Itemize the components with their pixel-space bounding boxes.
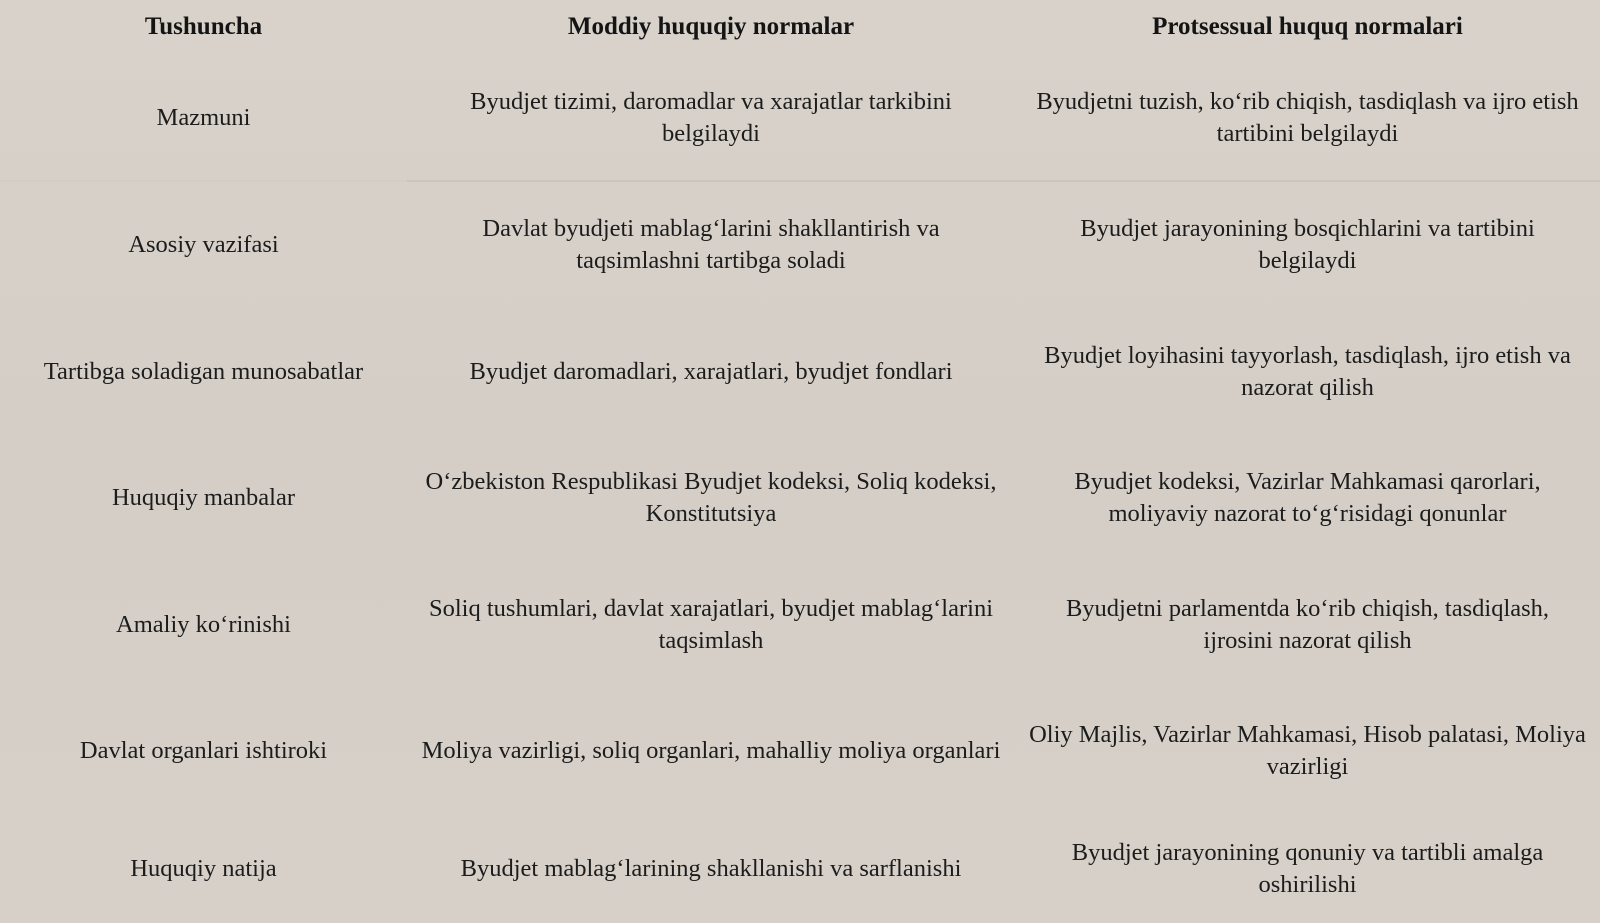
row-material-cell: Moliya vazirligi, soliq organlari, mahalliy moliya organlari — [421, 737, 1001, 765]
header-material-norms: Moddiy huquqiy normalar — [567, 13, 855, 40]
row-material-cell: Byudjet daromadlari, xarajatlari, byudjet fondlari — [469, 357, 953, 385]
row-concept-cell: Huquqiy manbalar — [111, 484, 296, 512]
row-material-cell: Davlat byudjeti mablagʻlarini shakllantirish va taqsimlashni tartibga soladi — [482, 215, 940, 275]
row-concept-cell: Amaliy koʻrinishi — [116, 610, 291, 638]
table-row — [0, 815, 1600, 923]
row-material-cell: Byudjet mablagʻlarining shakllanishi va sarflanishi — [460, 854, 962, 882]
row-procedural-cell: Byudjet loyihasini tayyorlash, tasdiqlash, ijro etish va nazorat qilish — [1044, 341, 1571, 401]
table-row — [0, 56, 1600, 181]
table-row — [0, 562, 1600, 689]
table-row — [0, 435, 1600, 562]
row-procedural-cell: Byudjetni tuzish, koʻrib chiqish, tasdiqlash va ijro etish tartibini belgilaydi — [1036, 88, 1579, 147]
row-procedural-cell: Byudjetni parlamentda koʻrib chiqish, tasdiqlash, ijrosini nazorat qilish — [1065, 594, 1550, 654]
row-material-cell: Byudjet tizimi, daromadlar va xarajatlar tarkibini belgilaydi — [470, 88, 952, 147]
row-concept-cell: Asosiy vazifasi — [128, 231, 279, 259]
row-material-cell: Soliq tushumlari, davlat xarajatlari, byudjet mablagʻlarini taqsimlash — [428, 594, 994, 654]
header-procedural-norms: Protsessual huquq normalari — [1152, 13, 1463, 40]
row-material-cell: Oʻzbekiston Respublikasi Byudjet kodeksi, Soliq kodeksi, Konstitutsiya — [425, 468, 997, 528]
row-concept-cell: Mazmuni — [0, 56, 407, 181]
row-procedural-cell: Byudjet kodeksi, Vazirlar Mahkamasi qarorlari, moliyaviy nazorat toʻgʻrisidagi qonunlar — [1074, 468, 1541, 528]
table-row — [0, 181, 1600, 309]
row-concept-cell: Davlat organlari ishtiroki — [79, 737, 328, 765]
table-header-row — [0, 0, 1600, 56]
table-row — [0, 688, 1600, 815]
row-concept-cell: Tartibga soladigan munosabatlar — [43, 357, 364, 385]
row-procedural-cell: Oliy Majlis, Vazirlar Mahkamasi, Hisob palatasi, Moliya vazirligi — [1029, 721, 1586, 781]
row-procedural-cell: Byudjet jarayonining bosqichlarini va tartibini belgilaydi — [1080, 215, 1535, 275]
table-row — [0, 309, 1600, 436]
header-concept: Tushuncha — [144, 13, 263, 40]
row-concept-cell: Huquqiy natija — [130, 854, 277, 882]
row-procedural-cell: Byudjet jarayonining qonuniy va tartibli amalga oshirilishi — [1071, 838, 1544, 898]
